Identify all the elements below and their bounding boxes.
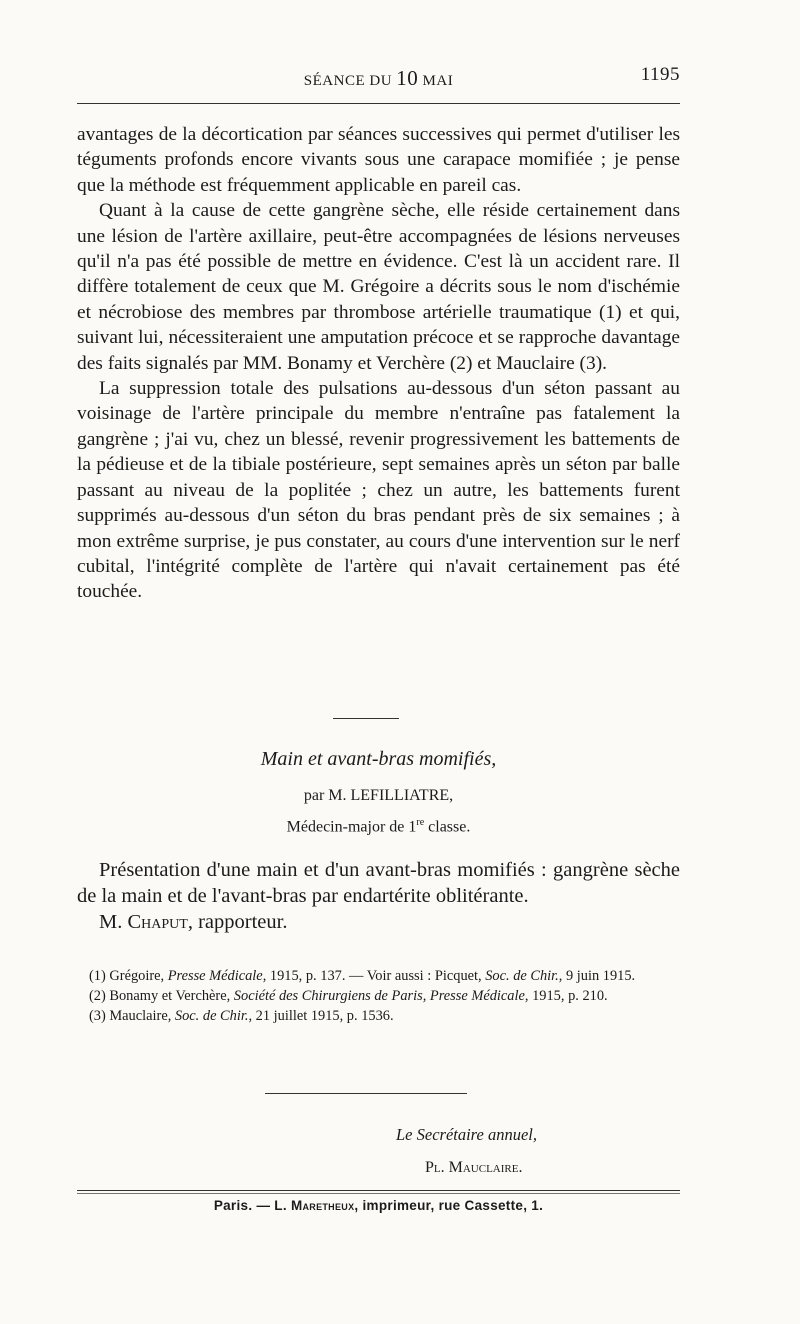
footnote-2 xyxy=(77,986,680,1006)
presentation-text: Présentation d'une main et d'un avant-bras momifiés : gangrène sèche de la main et de l'avant-bras par endartérite oblitérante. xyxy=(77,859,680,907)
rapporteur-line xyxy=(77,909,680,935)
imprint-suffix: , imprimeur, rue Cassette, 1. xyxy=(354,1198,544,1213)
signature-name: Pl. Mauclaire. xyxy=(425,1159,523,1176)
footnote-marker: (1) xyxy=(89,968,106,984)
footnote-text: Grégoire, xyxy=(105,968,168,984)
signature-title: Le Secrétaire annuel, xyxy=(396,1125,537,1144)
footnote-journal: Presse Médicale xyxy=(167,968,263,984)
printer-imprint xyxy=(77,1198,680,1213)
running-title-day: 10 xyxy=(396,66,419,90)
running-title-suffix: MAI xyxy=(418,73,454,89)
running-header xyxy=(77,62,680,92)
section-divider xyxy=(333,718,399,719)
footnote-text: , 21 juillet 1915, p. 1536. xyxy=(248,1008,394,1024)
footnote-marker: (2) xyxy=(89,988,106,1004)
rapporteur-prefix: M. xyxy=(99,911,128,933)
body-text xyxy=(77,122,680,605)
running-title xyxy=(77,66,680,91)
footnote-text: , 1915, p. 210. xyxy=(524,988,608,1004)
rapporteur-suffix: , rapporteur. xyxy=(187,911,288,933)
presentation-block xyxy=(77,857,680,935)
running-title-prefix: SÉANCE DU xyxy=(303,73,397,89)
section-author-role xyxy=(77,817,680,836)
section-title: Main et avant-bras momifiés, xyxy=(260,748,497,770)
footer-rule xyxy=(77,1190,680,1191)
footnote-marker: (3) xyxy=(89,1008,106,1024)
footnote-1 xyxy=(77,966,680,986)
footnote-journal: Soc. de Chir. xyxy=(174,1008,249,1024)
imprint-printer: Maretheux xyxy=(290,1198,355,1213)
rapporteur-name: Chaput xyxy=(127,911,188,933)
role-suffix: classe. xyxy=(424,818,471,836)
footnote-text: Mauclaire, xyxy=(105,1008,175,1024)
footnotes xyxy=(77,966,680,1026)
role-superscript: re xyxy=(416,817,425,828)
role-prefix: Médecin-major de 1 xyxy=(286,818,417,836)
page-number: 1195 xyxy=(640,64,680,85)
footnote-text: , 9 juin 1915. xyxy=(558,968,636,984)
header-rule xyxy=(77,103,680,104)
footnote-journal: Soc. de Chir. xyxy=(485,968,559,984)
body-paragraph-2: Quant à la cause de cette gangrène sèche, elle réside certainement dans une lésion de l'artère axillaire, peut-être accompagnées de lésions nerveuses qu'il n'a pas été possible de mettre en évidence. C'est là un accident rare. Il diffère totalement de ceux que M. Grégoire a décrits sous le nom d'ischémie et nécrobiose des membres par thrombose artérielle traumatique (1) et qui, suivant lui, nécessiteraient une amputation précoce et se rapproche davantage des faits signalés par MM. Bonamy et Verchère (2) et Mauclaire (3). xyxy=(77,200,680,374)
footnote-text: Bonamy et Verchère, xyxy=(105,988,234,1004)
footnote-3 xyxy=(77,1006,680,1026)
imprint-prefix: Paris. — L. xyxy=(213,1198,291,1213)
body-paragraph-3: La suppression totale des pulsations au-dessous d'un séton passant au voisinage de l'artère principale du membre n'entraîne pas fatalement la gangrène ; j'ai vu, chez un blessé, revenir progressivement les battements de la pédieuse et de la tibiale postérieure, sept semaines après un séton par balle passant au niveau de la poplitée ; chez un autre, les battements furent supprimés au-dessous d'un séton du bras pendant près de six semaines ; à mon extrême surprise, je pus constater, au cours d'une intervention sur le nerf cubital, l'intégrité complète de l'artère qui n'avait certainement pas été touchée. xyxy=(77,378,680,603)
footnote-journal: Société des Chirurgiens de Paris, Presse Médicale xyxy=(233,988,525,1004)
section-author: par M. LEFILLIATRE, xyxy=(303,787,454,804)
footer-rule-secondary xyxy=(77,1193,680,1194)
body-paragraph-1: avantages de la décortication par séances successives qui permet d'utiliser les téguments profonds encore vivants sous une carapace momifiée ; je pense que la méthode est fréquemment applicable en pareil cas. xyxy=(77,124,680,196)
footnote-text: , 1915, p. 137. — Voir aussi : Picquet, xyxy=(262,968,486,984)
signature-divider xyxy=(265,1093,467,1094)
